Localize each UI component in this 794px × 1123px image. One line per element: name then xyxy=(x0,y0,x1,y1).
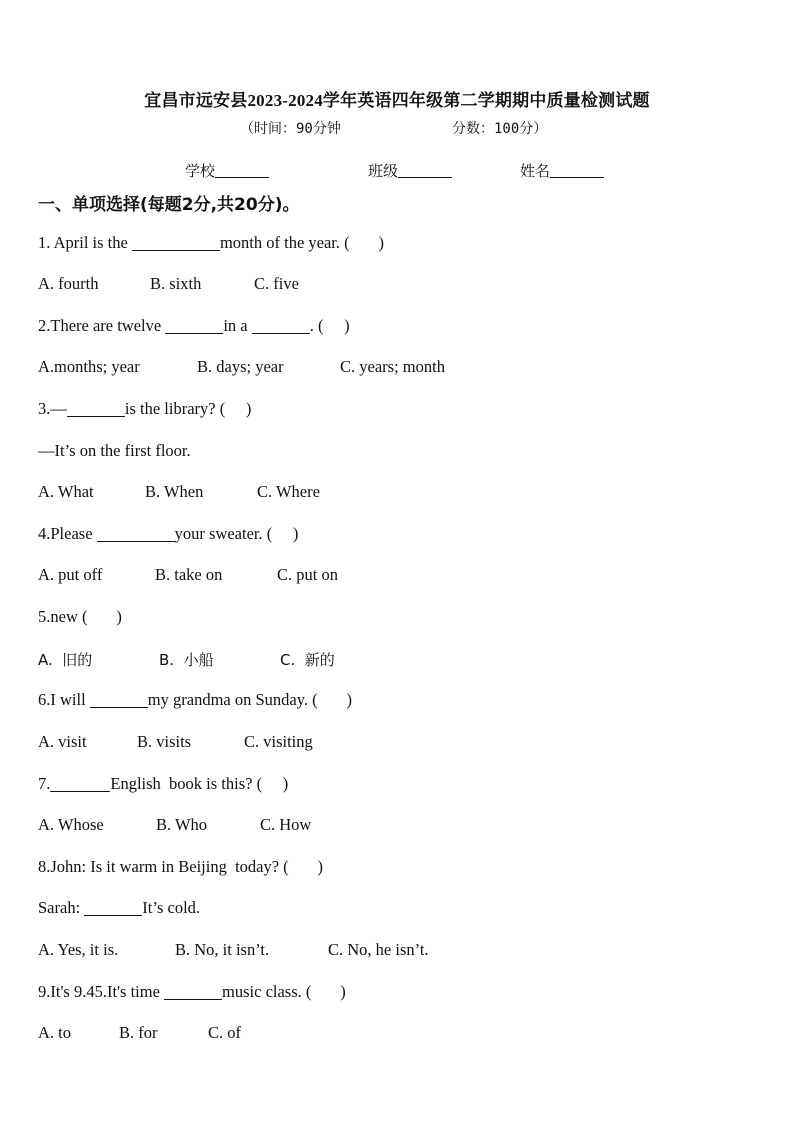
option-b: B. Who xyxy=(156,815,208,834)
school-blank[interactable] xyxy=(215,163,269,178)
question-8-options xyxy=(38,940,429,960)
question-3-stem: 3.— is the library? ( ) xyxy=(38,399,252,418)
option-c: C. years; month xyxy=(340,357,445,376)
option-c: C. five xyxy=(254,274,299,293)
option-c: C. Where xyxy=(257,482,320,501)
exam-score: 分数：100分） xyxy=(452,121,548,137)
question-9-options xyxy=(38,1023,241,1043)
option-a: A. What xyxy=(38,482,94,501)
question-2-options xyxy=(38,357,445,377)
question-4-stem: 4.Please your sweater. ( ) xyxy=(38,524,299,543)
question-6-options xyxy=(38,732,313,752)
answer-blank[interactable] xyxy=(165,318,223,334)
option-b: B. days; year xyxy=(197,357,284,376)
option-c: C. visiting xyxy=(244,732,313,751)
question-7-stem: 7. English book is this? ( ) xyxy=(38,774,289,793)
option-b: B. sixth xyxy=(150,274,202,293)
name-label: 姓名 xyxy=(520,162,551,180)
answer-blank[interactable] xyxy=(252,318,310,334)
question-3-options xyxy=(38,482,320,502)
question-1-stem: 1. April is the month of the year. ( ) xyxy=(38,233,385,252)
question-1-options xyxy=(38,274,299,294)
option-c: C. 新的 xyxy=(280,651,335,669)
question-4-options xyxy=(38,565,338,585)
option-a: A. Whose xyxy=(38,815,104,834)
answer-blank[interactable] xyxy=(97,526,175,542)
class-blank[interactable] xyxy=(398,163,452,178)
option-a: A. to xyxy=(38,1023,71,1042)
question-2-stem: 2.There are twelve in a . ( ) xyxy=(38,316,350,335)
option-b: B. When xyxy=(145,482,204,501)
answer-blank[interactable] xyxy=(67,401,125,417)
option-c: C. No, he isn’t. xyxy=(328,940,429,959)
question-3-line2: —It’s on the first floor. xyxy=(38,441,191,460)
section-title: 一、单项选择(每题2分,共20分)。 xyxy=(38,195,300,215)
option-b: B. visits xyxy=(137,732,192,751)
question-7-options xyxy=(38,815,311,835)
option-b: B. 小船 xyxy=(159,651,214,669)
school-label: 学校 xyxy=(185,162,216,180)
question-8-line2: Sarah: It’s cold. xyxy=(38,898,201,917)
answer-blank[interactable] xyxy=(90,692,148,708)
question-8-stem: 8.John: Is it warm in Beijing today? ( ) xyxy=(38,857,324,876)
option-b: B. No, it isn’t. xyxy=(175,940,270,959)
exam-time: （时间：90分钟 xyxy=(240,121,341,137)
option-b: B. take on xyxy=(155,565,223,584)
option-a: A.months; year xyxy=(38,357,140,376)
school-field xyxy=(185,160,269,181)
question-9-stem: 9.It's 9.45.It's time music class. ( ) xyxy=(38,982,346,1001)
option-a: A. 旧的 xyxy=(38,651,93,669)
option-c: C. of xyxy=(208,1023,241,1042)
option-c: C. put on xyxy=(277,565,338,584)
answer-blank[interactable] xyxy=(132,235,220,251)
option-a: A. fourth xyxy=(38,274,99,293)
answer-blank[interactable] xyxy=(84,900,142,916)
name-field xyxy=(520,160,604,181)
option-a: A. Yes, it is. xyxy=(38,940,119,959)
class-label: 班级 xyxy=(368,162,399,180)
option-c: C. How xyxy=(260,815,312,834)
option-b: B. for xyxy=(119,1023,158,1042)
option-a: A. visit xyxy=(38,732,87,751)
page-title: 宜昌市远安县2023-2024学年英语四年级第二学期期中质量检测试题 xyxy=(144,91,650,110)
answer-blank[interactable] xyxy=(164,984,222,1000)
question-5-stem: 5.new ( ) xyxy=(38,607,122,626)
answer-blank[interactable] xyxy=(50,776,110,792)
question-6-stem: 6.I will my grandma on Sunday. ( ) xyxy=(38,690,353,709)
option-a: A. put off xyxy=(38,565,103,584)
class-field xyxy=(368,160,452,181)
name-blank[interactable] xyxy=(550,163,604,178)
question-5-options xyxy=(38,649,335,670)
